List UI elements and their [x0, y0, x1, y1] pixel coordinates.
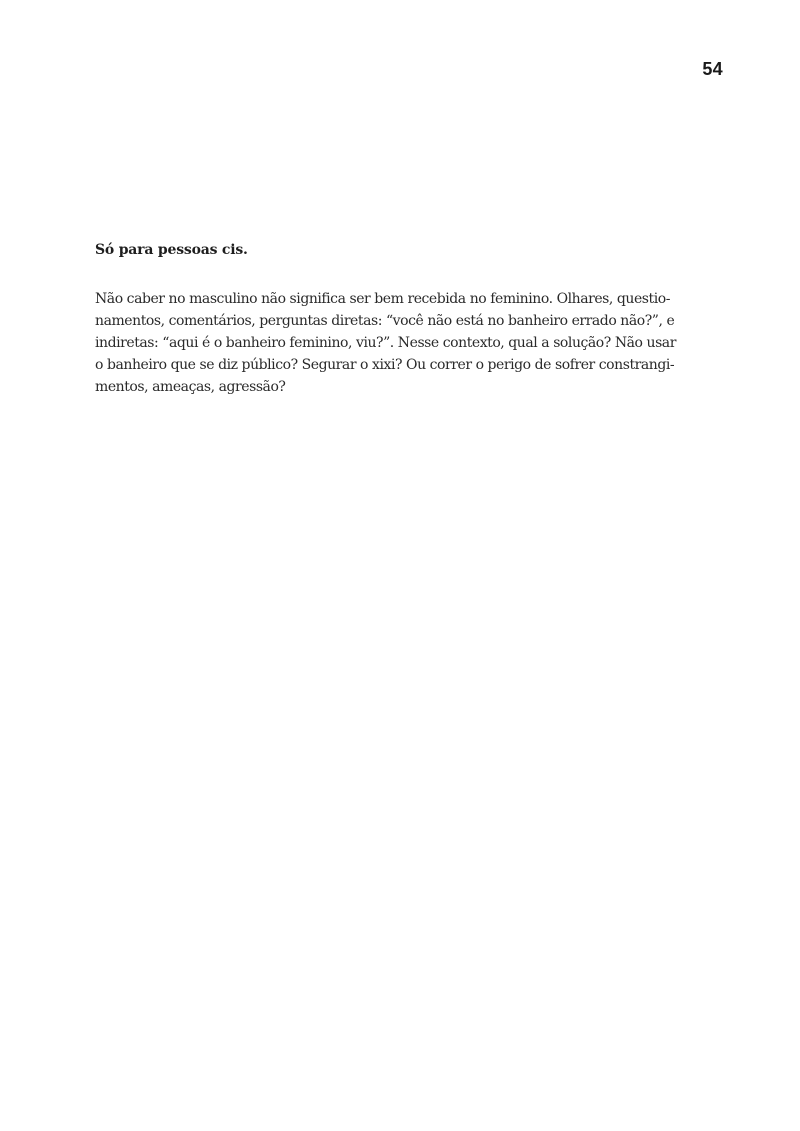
paragraph-line: indiretas: “aqui é o banheiro feminino, viu?”. Nesse contexto, qual a solução? Não usar: [95, 335, 676, 351]
page-number: 54: [702, 59, 723, 79]
paragraph-line: mentos, ameaças, agressão?: [95, 379, 286, 395]
text-section: [95, 239, 725, 398]
paragraph-line: o banheiro que se diz público? Segurar o xixi? Ou correr o perigo de sofrer constrangi-: [95, 357, 675, 373]
paragraph-line: Não caber no masculino não significa ser bem recebida no feminino. Olhares, questio-: [95, 291, 671, 307]
section-heading: Só para pessoas cis.: [95, 242, 248, 258]
paragraph-line: namentos, comentários, perguntas diretas: “você não está no banheiro errado não?”, e: [95, 313, 675, 329]
body-paragraph: [95, 288, 725, 398]
